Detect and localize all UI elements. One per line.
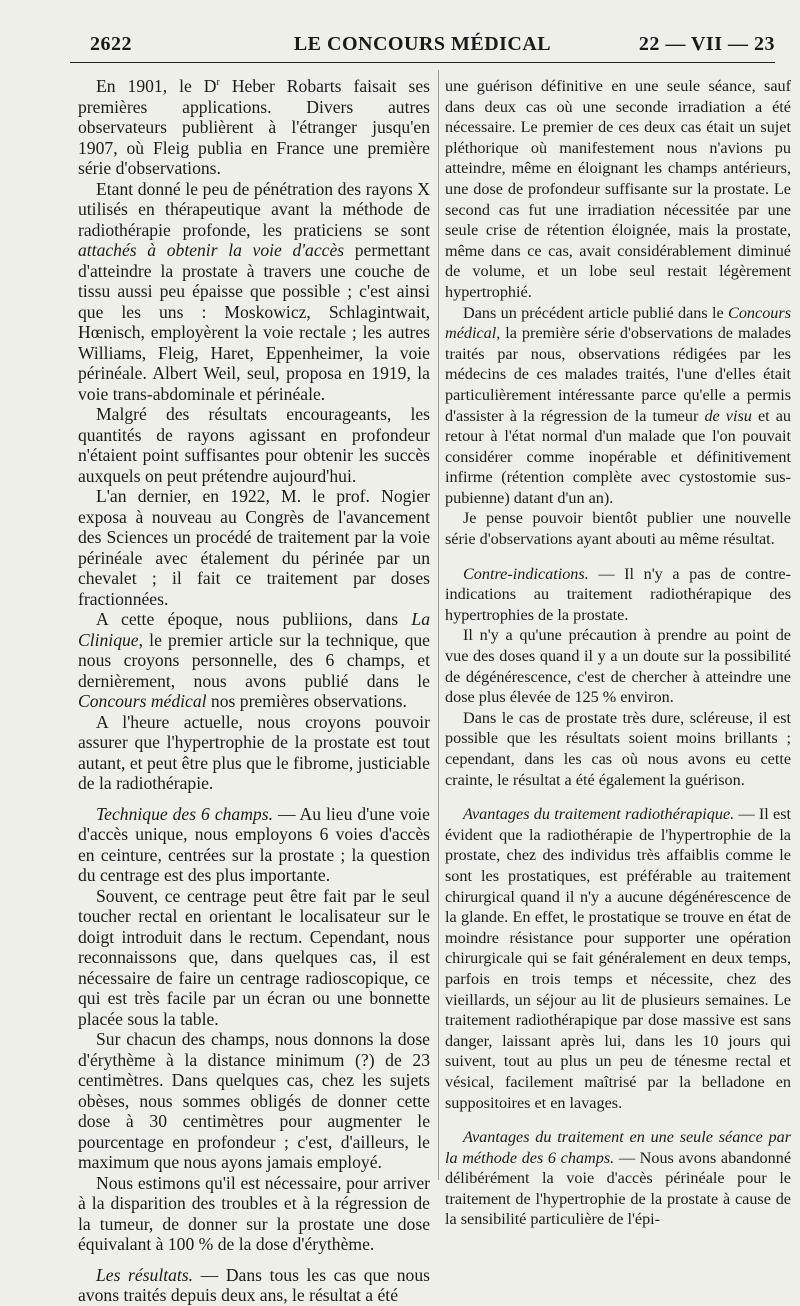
paragraph: une guérison définitive en une seule séance, sauf dans deux cas où une seconde irradiation a été nécessaire. Le premier de ces deux cas était un sujet pléthorique où manifestement nous n'avions pu atteindre, même en éloignant les champs antérieurs, une dose de profondeur suffisante sur la prostate. Le second cas fut une irradiation nécessitée par une seule crise de rétention éloignée, mais la prostate, même dans ce cas, avait considérablement diminué de volume, et un lobe seul restait légèrement hypertrophié. — [445, 77, 791, 301]
paragraph: Dans le cas de prostate très dure, scléreuse, il est possible que les résultats soient moins brillants ; cependant, dans les cas où nous avons eu cette crainte, le résultat a été également la guérison. — [445, 708, 791, 789]
paragraph: Sur chacun des champs, nous donnons la dose d'érythème à la distance minimum (?) de 23 centimètres. Dans quelques cas, chez les sujets obèses, nous sommes obligés de donner cette dose à 30 centimètres pour augmenter le pourcentage en profondeur ; c'est, d'ailleurs, le maximum que nous ayons jamais employé. — [78, 1029, 430, 1172]
running-header — [70, 28, 775, 63]
left-column — [78, 76, 430, 1306]
section-technique: Technique des 6 champs. — Au lieu d'une voie d'accès unique, nous employons 6 voies d'accès en ceinture, centrées sur la prostate ; la question du centrage est des plus importante. — [78, 803, 430, 885]
journal-title: LE CONCOURS MÉDICAL — [293, 33, 552, 55]
section-resultats: Les résultats. — Dans tous les cas que nous avons traités depuis deux ans, le résultat a été — [78, 1264, 430, 1305]
section-avantages-seance: Avantages du traitement en une seule séance par la méthode des 6 champs. — Nous avons abandonné délibérément la voie d'accès périnéale pour le traitement de l'hypertrophie de la prostate à cause de la sensibilité particulière de l'épi- — [445, 1128, 792, 1229]
paragraph: Dans un précédent article publié dans le Concours médical, la première série d'observations de malades traités par nous, observations rédigées par les médecins de ces malades traités, l'une d'elles était particulièrement intéressante parce qu'elle a permis d'assister à la régression de la tumeur de visu et au retour à l'état normal d'un malade que l'on pouvait considérer comme inopérable et définitivement infirme (rétention complète avec cystostomie sus-pubienne) datant d'un an). — [445, 303, 791, 507]
section-contre-indications: Contre-indications. — Il n'y a pas de contre-indications au traitement radiothérapique des hypertrophies de la prostate. — [445, 564, 791, 624]
issue-date: 22 — VII — 23 — [638, 33, 775, 55]
paragraph: Souvent, ce centrage peut être fait par le seul toucher rectal en orientant le localisateur sur le doigt introduit dans le rectum. Cependant, nous reconnaissons que, dans quelques cas, il est nécessaire de faire un centrage radioscopique, ce qui est très facile par un écran ou une bonnette placée sous la table. — [78, 885, 430, 1029]
paragraph: Je pense pouvoir bientôt publier une nouvelle série d'observations ayant abouti au même résultat. — [445, 509, 791, 549]
paragraph: En 1901, le $D^r$ Heber Robarts faisait ses premières applications. Divers autres observateurs publièrent à l'étranger jusqu'en 1907, où Fleig publia en France une première série d'observations. — [78, 76, 430, 178]
paragraph: Il n'y a qu'une précaution à prendre au point de vue des doses quand il y a un doute sur la possibilité de dégénérescence, c'est de chercher à atteindre une dose plus élevée de 125 % environ. — [445, 626, 791, 707]
section-avantages: Avantages du traitement radiothérapique. — Il est évident que la radiothérapie de l'hypertrophie de la prostate, chez des individus très affaiblis comme le sont les prostatiques, est préférable au traitement chirurgical quand il n'y a aucune dégénérescence de la glande. En effet, le prostatique se trouve en état de moindre résistance pour supporter une opération chirurgicale qui se fait généralement en deux temps, parfois en trois temps et nécessite, chez des vieillards, un séjour au lit de plusieurs semaines. Le traitement radiothérapique par dose massive est sans danger, laissant après lui, dans les 10 jours qui suivent, tout au plus un peu de ténesme rectal et vésical, facilement maîtrisé par la belladone en suppositoires et en lavages. — [445, 805, 791, 1112]
paragraph: Nous estimons qu'il est nécessaire, pour arriver à la disparition des troubles et à la régression de la tumeur, de donner sur la prostate une dose équivalant à 100 % de la dose d'érythème. — [78, 1172, 430, 1254]
right-column — [445, 76, 791, 1230]
paragraph: L'an dernier, en 1922, M. le prof. Nogier exposa à nouveau au Congrès de l'avancement des Sciences un procédé de traitement par la voie périnéale avec étalement du périnée par un chevalet ; il fait ce traitement par doses fractionnées. — [78, 486, 430, 609]
paragraph: A l'heure actuelle, nous croyons pouvoir assurer que l'hypertrophie de la prostate est tout autant, et peut être plus que le fibrome, justiciable de la radiothérapie. — [78, 711, 430, 793]
column-divider — [438, 70, 439, 1180]
paragraph: A cette époque, nous publiions, dans La Clinique, le premier article sur la technique, que nous croyons personnelle, des 6 champs, et dernièrement, nous avons publié dans le Concours médical nos premières observations. — [78, 609, 430, 711]
paragraph: Etant donné le peu de pénétration des rayons X utilisés en thérapeutique avant la méthode de radiothérapie profonde, les praticiens se sont attachés à obtenir la voie d'accès permettant d'atteindre la prostate à travers une couche de tissu aussi peu épaisse que possible ; c'est ainsi que les uns : Moskowicz, Schlagintwait, Hœnisch, employèrent la voie rectale ; les autres Williams, Fleig, Haret, Eppenheimer, la voie périnéale. Albert Weil, seul, proposa en 1919, la voie trans-abdominale et périnéale. — [78, 178, 430, 404]
page-number: 2622 — [90, 33, 132, 55]
paragraph: Malgré des résultats encourageants, les quantités de rayons agissant en profondeur n'étaient point suffisantes pour obtenir les succès auxquels on peut prétendre aujourd'hui. — [78, 404, 430, 486]
